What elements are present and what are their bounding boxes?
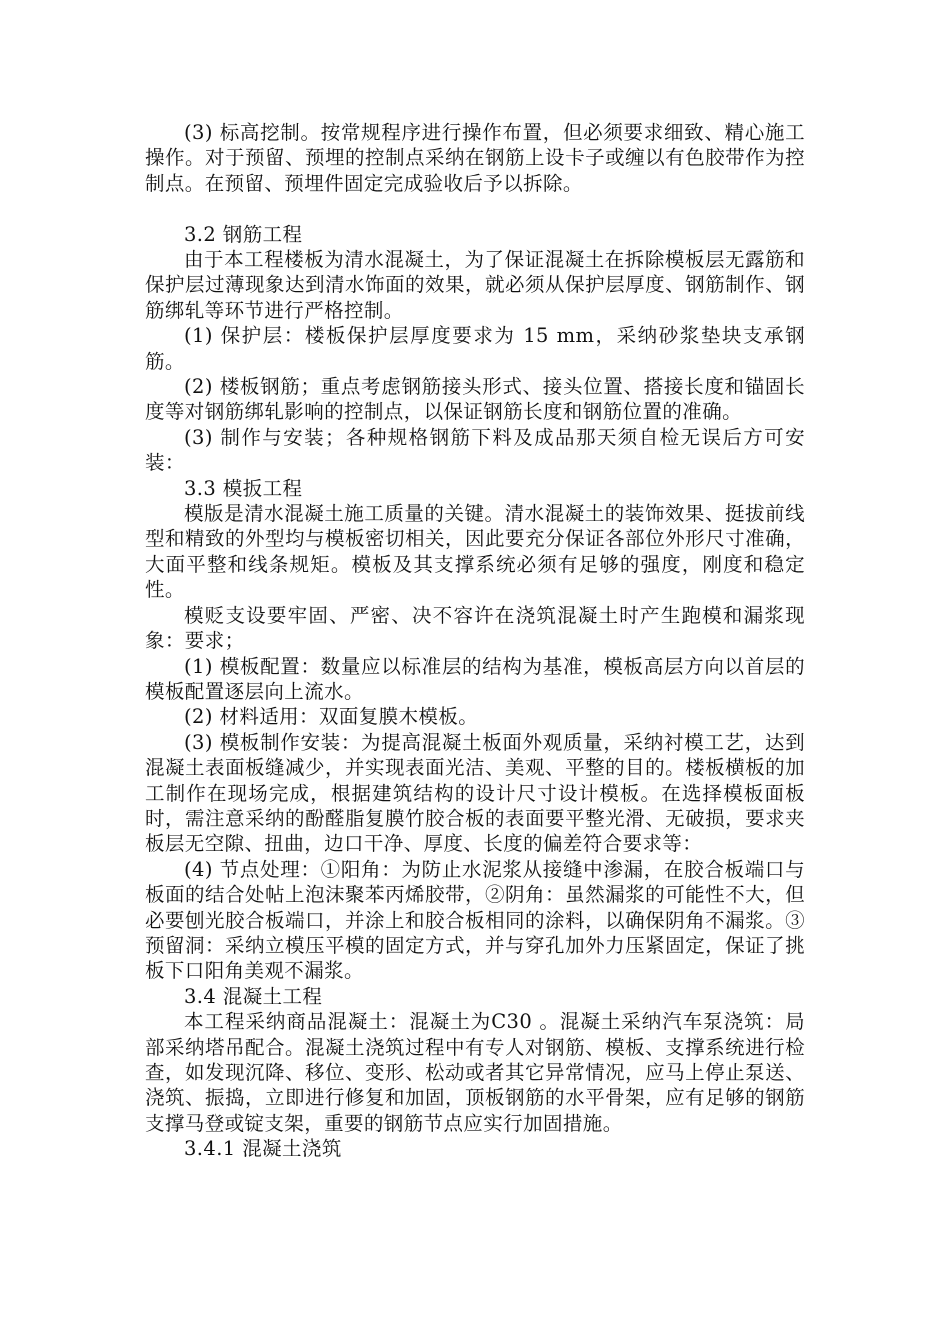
heading-3-4-1: 3.4.1 混凝土浇筑: [184, 1137, 342, 1161]
heading-3-4: 3.4 混凝土工程: [184, 984, 323, 1008]
paragraph-spacer: [145, 196, 805, 221]
para-formwork-config: (1) 模板配置：数量应以标准层的结构为基准，模板高层方向以首层的模板配置逐层向上流水。: [145, 654, 805, 703]
para-slab-rebar: (2) 楼板钢筋；重点考虑钢筋接头形式、接头位置、搭接长度和锚固长度等对钢筋绑轧影响的控制点，以保证钢筋长度和钢筋位置的准确。: [145, 375, 805, 424]
para-joint-treatment: (4) 节点处理：①阳角：为防止水泥浆从接缝中渗漏，在胶合板端口与板面的结合处帖上泡沫聚苯丙烯胶带，②阴角：虽然漏浆的可能性不大，但必要刨光胶合板端口，并涂上和胶合板相同的涂料，以确保阴角不漏浆。③预留洞：采纳立模压平模的固定方式，并与穿孔加外力压紧固定，保证了挑板下口阳角美观不漏浆。: [145, 857, 805, 983]
heading-3-2: 3.2 钢筋工程: [184, 222, 303, 246]
para-elevation-control: (3) 标高挖制。按常规程序进行操作布置，但必须要求细致、精心施工操作。对于预留、预埋的控制点采纳在钢筋上设卡子或缠以有色胶带作为控制点。在预留、预埋件固定完成验收后予以拆除。: [145, 121, 805, 195]
para-formwork-making: (3) 模板制作安装：为提高混凝土板面外观质量，采纳衬模工艺，达到混凝土表面板缝减少，并实现表面光洁、美观、平整的目的。楼板横板的加工制作在现场完成，根据建筑结构的设计尺寸设计模板。在选择模板面板时，需注意采纳的酚醛脂复膜竹胶合板的表面要平整光滑、无破损，要求夹板层无空隙、扭曲，边口干净、厚度、长度的偏差符合要求等：: [145, 730, 805, 856]
para-formwork-key: 模版是清水混凝土施工质量的关键。清水混凝土的装饰效果、挺拔前线型和精致的外型均与模板密切相关，因此要充分保证各部位外形尺寸准确，大面平整和线条规矩。模板及其支撑系统必须有足够的强度，刚度和稳定性。: [145, 502, 805, 602]
heading-3-3: 3.3 模扳工程: [184, 476, 303, 500]
para-fabrication-install: (3) 制作与安装；各种规格钢筋下料及成品那天须自检无误后方可安装：: [145, 425, 805, 475]
para-rebar-intro: 由于本工程楼板为清水混凝土，为了保证混凝土在拆除模板层无露筋和保护层过薄现象达到清水饰面的效果，就必须从保护层厚度、钢筋制作、钢筋绑轧等环节进行严格控制。: [145, 248, 805, 322]
para-materials: (2) 材料适用：双面复膜木模板。: [184, 705, 479, 729]
para-concrete-intro: 本工程采纳商品混凝土：混凝土为C30 。混凝土采纳汽车泵浇筑：局部采纳塔吊配合。混凝土浇筑过程中有专人对钢筋、模板、支撑系统进行检查，如发现沉降、移位、变形、松动或者其它异常情况，应马上停止泵送、浇筑、振捣，立即进行修复和加固，顶板钢筋的水平骨架，应有足够的钢筋支撑马登或锭支架，重要的钢筋节点应实行加固措施。: [145, 1010, 805, 1135]
para-formwork-support: 模贬支设要牢固、严密、决不容许在浇筑混凝土时产生跑模和漏浆现象：要求；: [145, 603, 805, 653]
para-protective-layer: (1) 保护层：楼板保护层厚度要求为 15 mm，采纳砂浆垫块支承钢筋。: [145, 324, 805, 373]
document-body: [145, 120, 805, 1162]
